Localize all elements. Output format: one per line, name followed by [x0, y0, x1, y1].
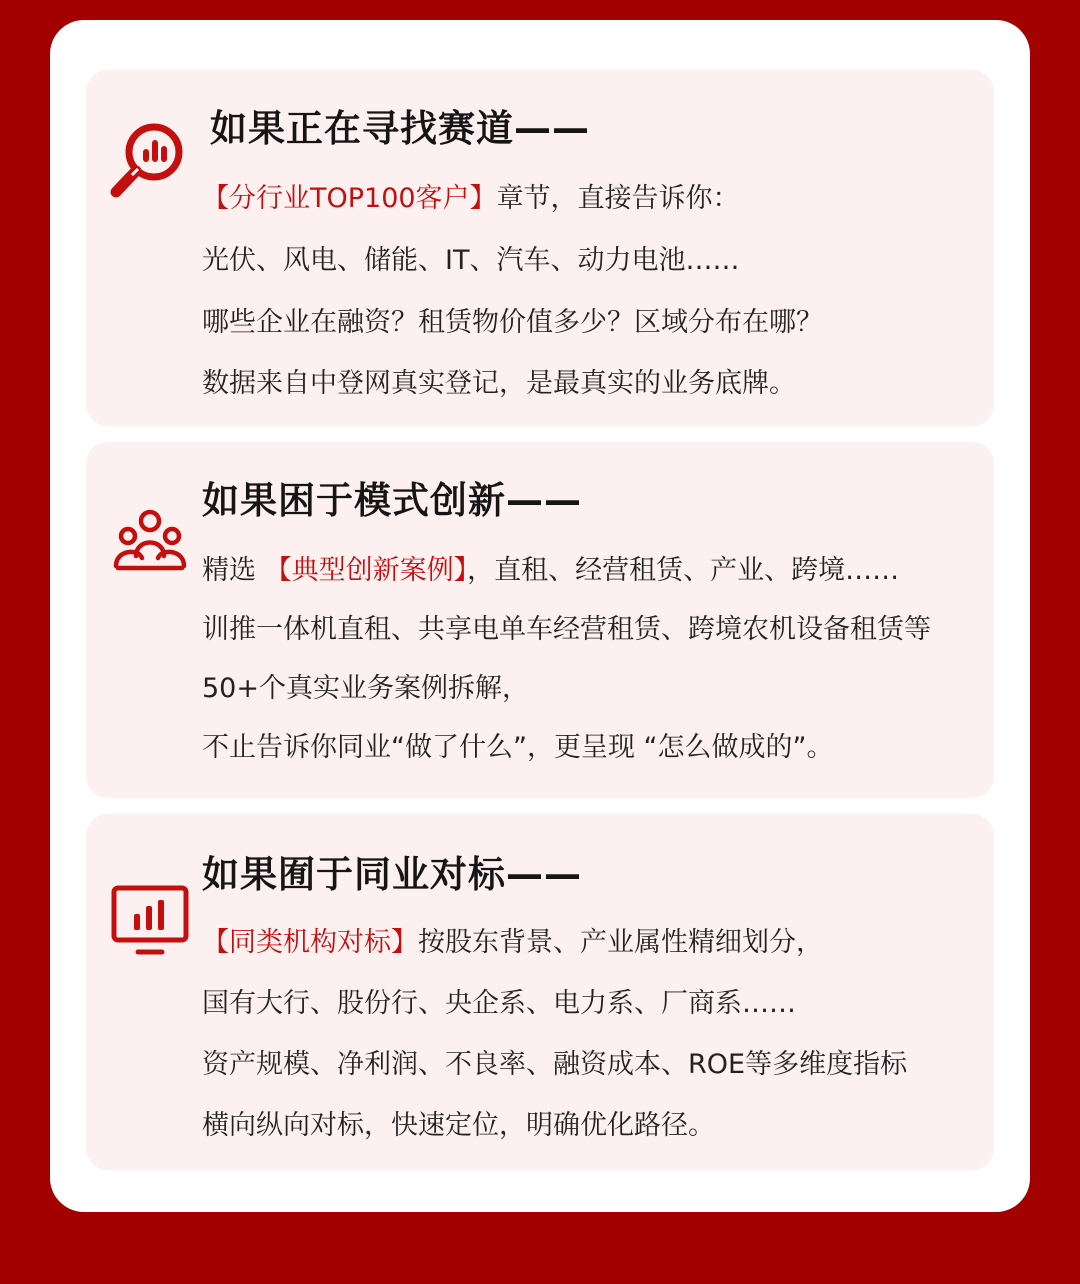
section-find-track	[86, 70, 994, 426]
section-line: 训推一体机直租、共享电单车经营租赁、跨境农机设备租赁等	[202, 614, 931, 645]
section-line: 精选 【典型创新案例】，直租、经营租赁、产业、跨境……	[202, 555, 900, 586]
section-line: 【分行业TOP100客户】章节，直接告诉你：	[202, 183, 740, 214]
section-line: 光伏、风电、储能、IT、汽车、动力电池……	[202, 245, 740, 276]
section-line: 数据来自中登网真实登记，是最真实的业务底牌。	[202, 368, 796, 399]
section-title: 如果囿于同业对标——	[202, 853, 582, 896]
monitor-chart-icon	[108, 880, 192, 964]
section-line: 50+个真实业务案例拆解，	[202, 673, 529, 704]
section-title: 如果困于模式创新——	[202, 479, 582, 522]
people-group-icon	[108, 504, 192, 588]
section-line: 【同类机构对标】按股东背景、产业属性精细划分，	[202, 927, 823, 958]
highlight-tag: 【同类机构对标】	[202, 927, 418, 958]
section-line: 国有大行、股份行、央企系、电力系、厂商系……	[202, 988, 796, 1019]
section-model-innovation	[86, 442, 994, 798]
section-line: 资产规模、净利润、不良率、融资成本、ROE等多维度指标	[202, 1049, 908, 1080]
section-line: 不止告诉你同业“做了什么”，更呈现 “怎么做成的”。	[202, 732, 834, 763]
section-title: 如果正在寻找赛道——	[210, 107, 590, 150]
highlight-tag: 【分行业TOP100客户】	[202, 183, 497, 214]
section-peer-benchmark	[86, 814, 994, 1170]
magnifier-chart-icon	[108, 118, 192, 202]
highlight-tag: 【典型创新案例】	[264, 555, 468, 586]
section-line: 哪些企业在融资？租赁物价值多少？区域分布在哪？	[202, 307, 823, 338]
section-line: 横向纵向对标，快速定位，明确优化路径。	[202, 1110, 715, 1141]
